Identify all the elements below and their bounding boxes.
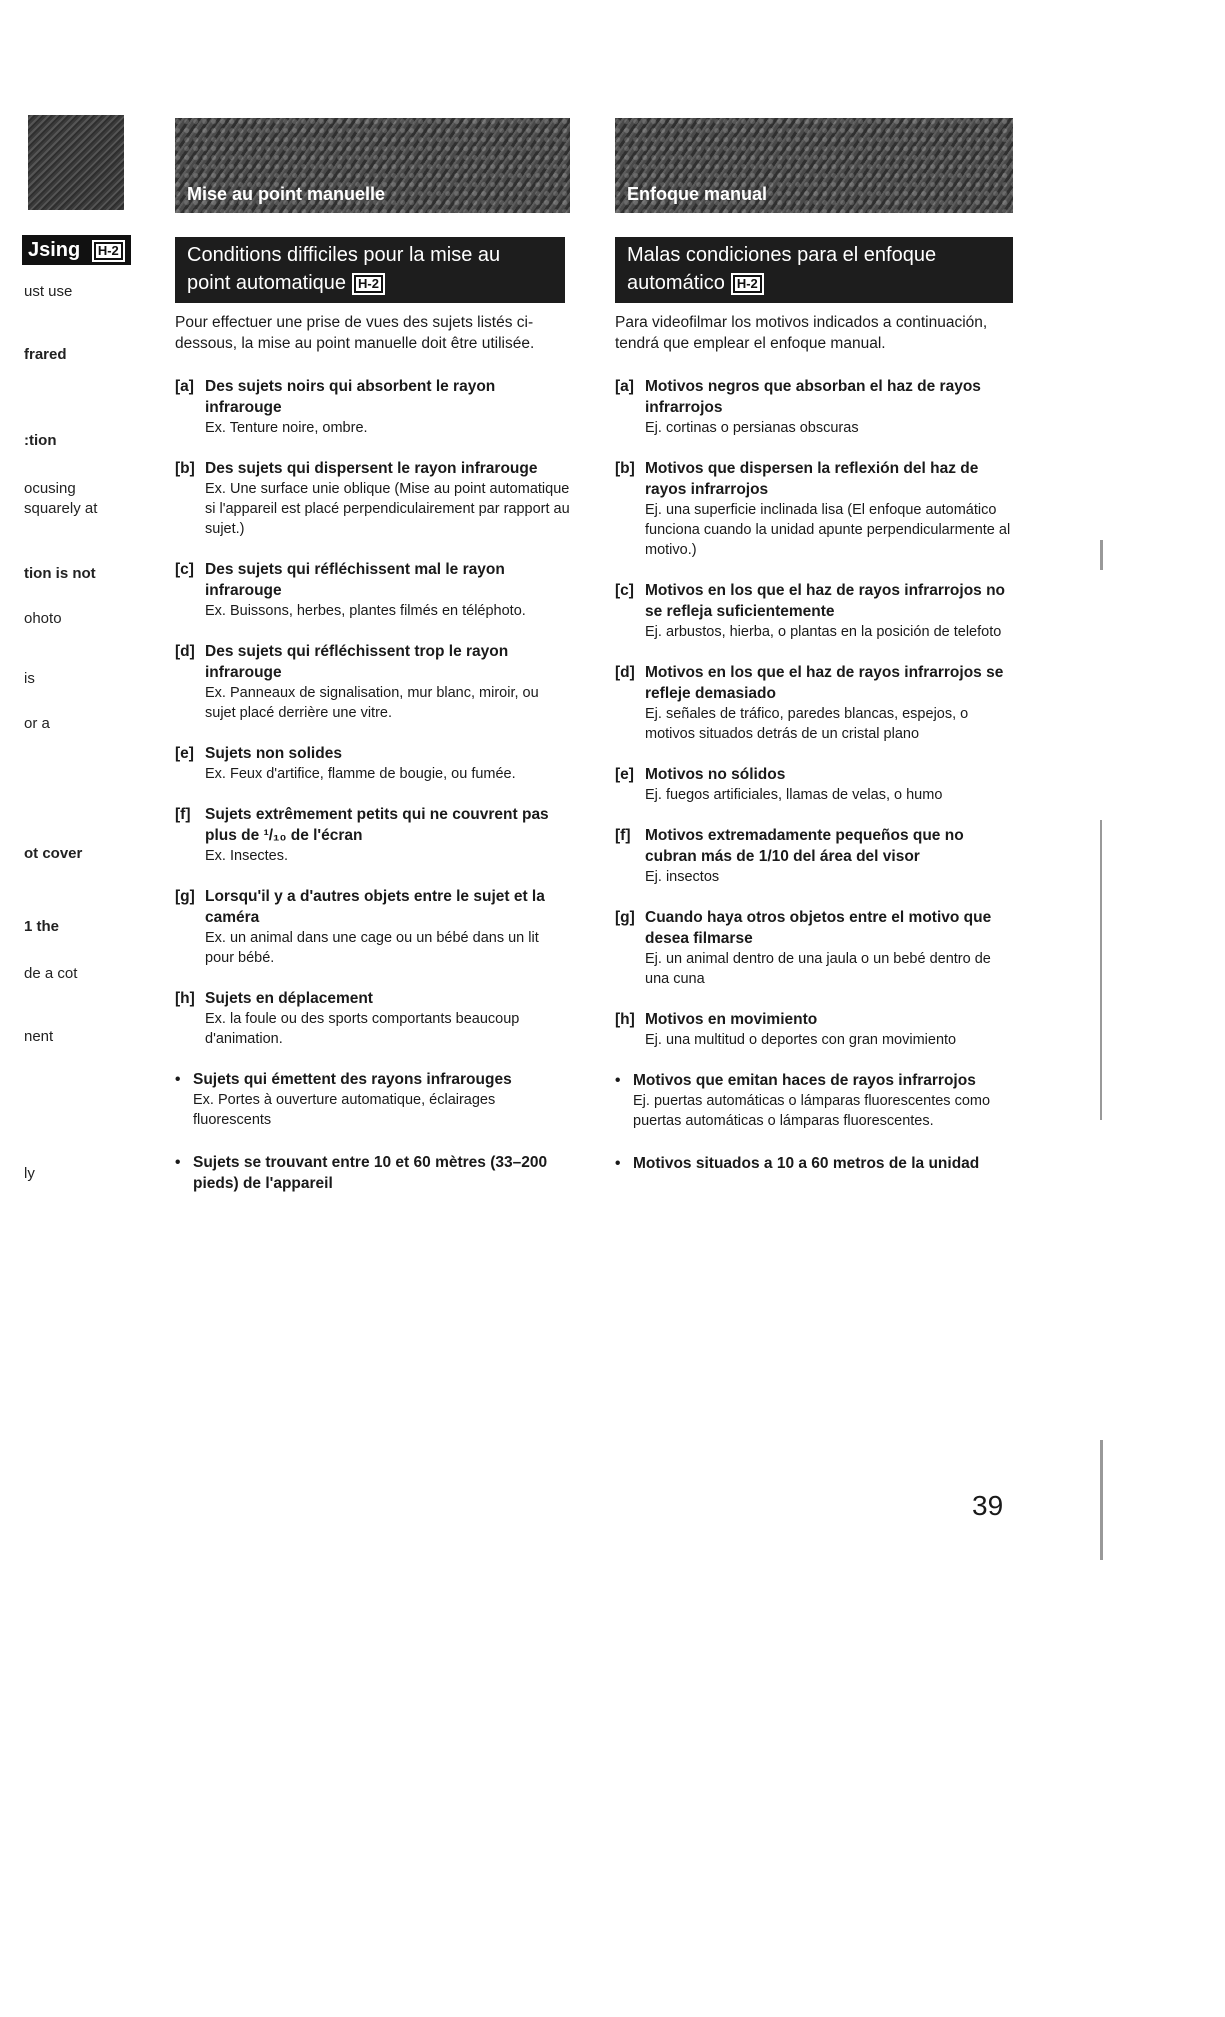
item-label: [f] [615,827,631,844]
item-label: [b] [175,460,195,477]
item-heading: Des sujets qui réfléchissent trop le rayon infrarouge [205,643,509,681]
item-heading: Motivos negros que absorban el haz de rayos infrarrojos [645,378,981,416]
list-item [175,804,570,866]
list-item [615,825,1015,887]
item-heading: Motivos que dispersen la reflexión del haz de rayos infrarrojos [645,460,979,498]
bullet-item [615,1153,1015,1174]
french-items [175,376,570,1049]
item-label: [e] [615,766,634,783]
spanish-title-line1: Malas condiciones para el enfoque [627,244,937,266]
left-fragment-line: ocusing [24,480,76,497]
spanish-banner [615,118,1013,213]
bullet-heading: Motivos situados a 10 a 60 metros de la unidad [633,1155,980,1172]
item-label: [g] [615,909,635,926]
item-example: Ej. fuegos artificiales, llamas de velas, o humo [645,787,943,803]
previous-page-fragment [0,0,140,2017]
french-body [175,312,570,1216]
left-fragment-line: nent [24,1028,54,1045]
item-heading: Motivos en movimiento [645,1011,818,1028]
item-heading: Motivos en los que el haz de rayos infrarrojos no se refleja suficientemente [645,582,1006,620]
item-example: Ej. insectos [645,869,720,885]
left-fragment-line: frared [24,346,67,363]
item-label: [c] [175,561,194,578]
list-item [175,458,570,539]
spanish-body [615,312,1015,1196]
left-fragment-line: ly [24,1165,35,1182]
french-banner [175,118,570,213]
item-heading: Sujets non solides [205,745,342,762]
item-example: Ex. Panneaux de signalisation, mur blanc, miroir, ou sujet placé derrière une vitre. [205,685,539,721]
list-item [175,376,570,438]
left-header-badge: H-2 [92,240,125,262]
list-item [175,988,570,1049]
bullet-item [615,1070,1015,1131]
bullet-item [175,1069,570,1130]
french-title-line1: Conditions difficiles pour la mise au [187,244,501,266]
list-item [615,580,1015,642]
list-item [615,376,1015,438]
french-section-title [175,237,565,303]
french-bullets [175,1069,570,1194]
spanish-section-title [615,237,1013,303]
left-fragment-line: is [24,670,35,687]
left-banner-image [28,115,124,210]
scan-edge-mark [1100,540,1103,570]
scan-edge-mark [1100,820,1102,1120]
item-example: Ex. Buissons, herbes, plantes filmés en téléphoto. [205,603,526,619]
item-example: Ex. un animal dans une cage ou un bébé dans un lit pour bébé. [205,930,539,966]
left-fragment-line: ust use [24,283,73,300]
item-heading: Des sujets qui réfléchissent mal le rayon infrarouge [205,561,505,599]
list-item [615,458,1015,560]
item-heading: Motivos en los que el haz de rayos infrarrojos se refleje demasiado [645,664,1004,702]
spanish-intro: Para videofilmar los motivos indicados a continuación, tendrá que emplear el enfoque manual. [615,314,988,352]
bullet-heading: Sujets se trouvant entre 10 et 60 mètres (33–200 pieds) de l'appareil [193,1154,548,1192]
french-intro: Pour effectuer une prise de vues des sujets listés ci-dessous, la mise au point manuelle doit être utilisée. [175,314,535,352]
item-heading: Sujets en déplacement [205,990,373,1007]
bullet-example: Ex. Portes à ouverture automatique, éclairages fluorescents [193,1092,496,1128]
bullet-dot: • [615,1155,621,1172]
bullet-heading: Sujets qui émettent des rayons infrarouges [193,1071,512,1088]
spanish-title-line2: automático [627,272,725,294]
scan-edge-mark [1100,1440,1103,1560]
item-example: Ej. cortinas o persianas obscuras [645,420,859,436]
item-example: Ex. Feux d'artifice, flamme de bougie, ou fumée. [205,766,516,782]
bullet-heading: Motivos que emitan haces de rayos infrarrojos [633,1072,976,1089]
item-example: Ex. Une surface unie oblique (Mise au point automatique si l'appareil est placé perpendiculairement par rapport au sujet.) [205,481,570,537]
left-fragment-line: ohoto [24,610,62,627]
item-label: [f] [175,806,191,823]
item-label: [d] [615,664,635,681]
french-title-badge: H-2 [352,273,385,295]
item-example: Ex. Tenture noire, ombre. [205,420,368,436]
item-heading: Des sujets noirs qui absorbent le rayon infrarouge [205,378,496,416]
left-fragment-line: or a [24,715,50,732]
item-label: [c] [615,582,634,599]
item-label: [a] [175,378,194,395]
item-example: Ej. un animal dentro de una jaula o un bebé dentro de una cuna [645,951,991,987]
list-item [615,1009,1015,1050]
left-fragment-line: squarely at [24,500,98,517]
item-example: Ej. una superficie inclinada lisa (El enfoque automático funciona cuando la unidad apunte perpendicularmente al motivo.) [645,502,1011,558]
list-item [615,662,1015,744]
item-heading: Sujets extrêmement petits qui ne couvrent pas plus de ¹/₁₀ de l'écran [205,806,549,844]
left-fragment-line: 1 the [24,918,60,935]
item-heading: Motivos no sólidos [645,766,786,783]
bullet-dot: • [615,1072,621,1089]
left-fragment-line: de a cot [24,965,78,982]
bullet-item [175,1152,570,1194]
left-fragment-line: :tion [24,432,57,449]
list-item [175,559,570,621]
item-heading: Cuando haya otros objetos entre el motivo que desea filmarse [645,909,992,947]
list-item [175,886,570,968]
left-fragment-line: tion is not [24,565,96,582]
bullet-example: Ej. puertas automáticas o lámparas fluorescentes como puertas automáticas o lámparas fluorescentes. [633,1093,991,1129]
bullet-dot: • [175,1071,181,1088]
left-header-text: Jsing [28,239,81,261]
item-label: [h] [175,990,195,1007]
item-label: [g] [175,888,195,905]
item-label: [e] [175,745,194,762]
left-section-header [22,235,131,265]
list-item [615,907,1015,989]
item-example: Ej. una multitud o deportes con gran movimiento [645,1032,957,1048]
spanish-title-badge: H-2 [731,273,764,295]
item-example: Ex. la foule ou des sports comportants beaucoup d'animation. [205,1011,520,1047]
item-label: [d] [175,643,195,660]
item-label: [a] [615,378,634,395]
list-item [175,743,570,784]
item-heading: Motivos extremadamente pequeños que no cubran más de 1/10 del área del visor [645,827,964,865]
list-item [175,641,570,723]
item-heading: Lorsqu'il y a d'autres objets entre le sujet et la caméra [205,888,545,926]
spanish-bullets [615,1070,1015,1174]
list-item [615,764,1015,805]
bullet-dot: • [175,1154,181,1171]
item-label: [b] [615,460,635,477]
item-example: Ex. Insectes. [205,848,289,864]
item-example: Ej. arbustos, hierba, o plantas en la posición de telefoto [645,624,1002,640]
page-number: 39 [972,1490,1004,1521]
spanish-banner-title: Enfoque manual [627,184,768,204]
spanish-items [615,376,1015,1050]
left-fragment-line: ot cover [24,845,83,862]
item-heading: Des sujets qui dispersent le rayon infrarouge [205,460,538,477]
item-example: Ej. señales de tráfico, paredes blancas, espejos, o motivos situados detrás de un cristal plano [645,706,969,742]
item-label: [h] [615,1011,635,1028]
french-title-line2: point automatique [187,272,347,294]
french-banner-title: Mise au point manuelle [187,184,386,204]
